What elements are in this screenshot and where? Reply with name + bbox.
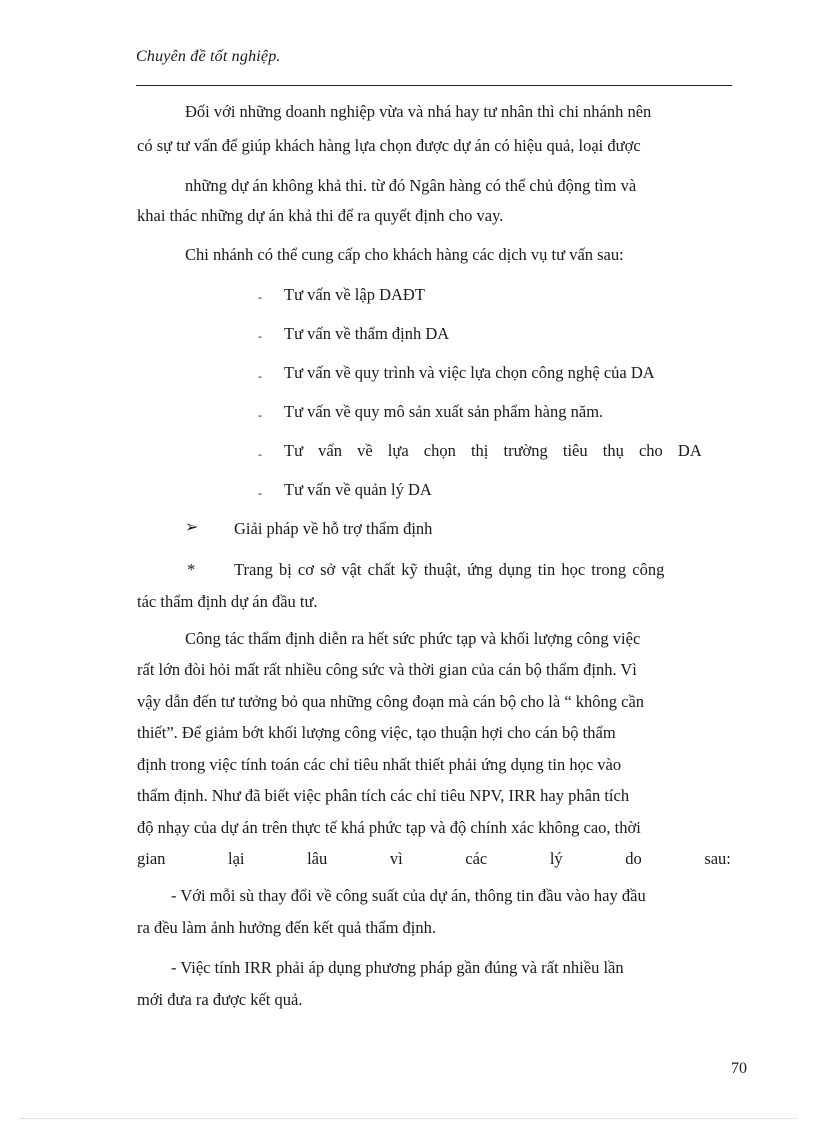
word: lại: [228, 849, 245, 868]
bullet-dash: -: [258, 369, 262, 383]
text-line: khai thác những dự án khả thi để ra quyết định cho vay.: [137, 206, 504, 225]
header-divider: [136, 85, 732, 86]
list-item-text: Tư vấn về quy trình và việc lựa chọn công nghệ của DA: [284, 363, 655, 382]
text-line: những dự án không khả thi. từ đó Ngân hàng có thể chủ động tìm và: [185, 176, 637, 195]
bullet-dash: -: [258, 447, 262, 461]
word: sau:: [704, 849, 731, 868]
word: vì: [389, 849, 403, 868]
bullet-dash: -: [258, 329, 262, 343]
word: lý: [549, 849, 563, 868]
text-line: Công tác thẩm định diễn ra hết sức phức tạp và khối lượng công việc: [185, 629, 641, 648]
text-line: ra đều làm ảnh hưởng đến kết quả thẩm định.: [137, 918, 437, 937]
solution-heading-text: Giải pháp về hỗ trợ thẩm định: [234, 519, 433, 538]
text-line: Đối với những doanh nghiệp vừa và nhá hay tư nhân thì chi nhánh nên: [185, 102, 652, 121]
word: các: [465, 849, 488, 868]
text-line: thẩm định. Như đã biết việc phân tích các chỉ tiêu NPV, IRR hay phân tích: [137, 786, 630, 805]
text-line: độ nhạy của dự án trên thực tế khá phức tạp và độ chính xác không cao, thời: [137, 818, 641, 837]
justified-text: Tư vấn về lựa chọn thị trường tiêu thụ cho DA: [284, 441, 702, 460]
page-number: 70: [731, 1060, 747, 1077]
services-intro: Chi nhánh có thể cung cấp cho khách hàng các dịch vụ tư vấn sau:: [185, 245, 624, 264]
bullet-dash: -: [258, 486, 262, 500]
bullet-dash: -: [258, 408, 262, 422]
word: do: [625, 849, 642, 868]
text-line: thiết”. Để giảm bớt khối lượng công việc, tạo thuận hợi cho cán bộ thẩm: [137, 723, 616, 742]
text-line-justified: [137, 849, 731, 869]
text-line: có sự tư vấn để giúp khách hàng lựa chọn được dự án có hiệu quả, loại được: [137, 136, 641, 155]
text-line: định trong việc tính toán các chỉ tiêu nhất thiết phải ứng dụng tin học vào: [137, 755, 622, 774]
list-item-text: Tư vấn về thẩm định DA: [284, 324, 450, 343]
list-item-text: Tư vấn về quản lý DA: [284, 480, 432, 499]
list-item-text: Tư vấn về lập DAĐT: [284, 285, 425, 304]
text-line: rất lớn đòi hỏi mất rất nhiều công sức và thời gian của cán bộ thẩm định. Vì: [137, 660, 637, 679]
text-line: - Với mỗi sù thay đổi về công suất của dự án, thông tin đầu vào hay đầu: [171, 886, 646, 905]
text-line: tác thẩm định dự án đầu tư.: [137, 592, 318, 611]
list-item-text: [284, 441, 730, 461]
footer-divider: [20, 1118, 796, 1119]
text-line: mới đưa ra được kết quả.: [137, 990, 303, 1009]
bullet-dash: -: [258, 290, 262, 304]
document-title: Chuyên đề tốt nghiệp.: [136, 48, 281, 65]
asterisk-marker: *: [187, 560, 196, 579]
text-line: vậy dẫn đến tư tưởng bỏ qua những công đoạn mà cán bộ cho là “ không cần: [137, 692, 645, 711]
arrow-bullet-icon: ➢: [185, 519, 199, 536]
text-line: - Việc tính IRR phải áp dụng phương pháp gần đúng và rất nhiều lần: [171, 958, 624, 977]
word: gian: [137, 849, 166, 868]
list-item-text: Tư vấn về quy mô sản xuất sản phẩm hàng năm.: [284, 402, 604, 421]
word: lâu: [307, 849, 328, 868]
text-line: Trang bị cơ sở vật chất kỹ thuật, ứng dụng tin học trong công: [234, 560, 665, 579]
